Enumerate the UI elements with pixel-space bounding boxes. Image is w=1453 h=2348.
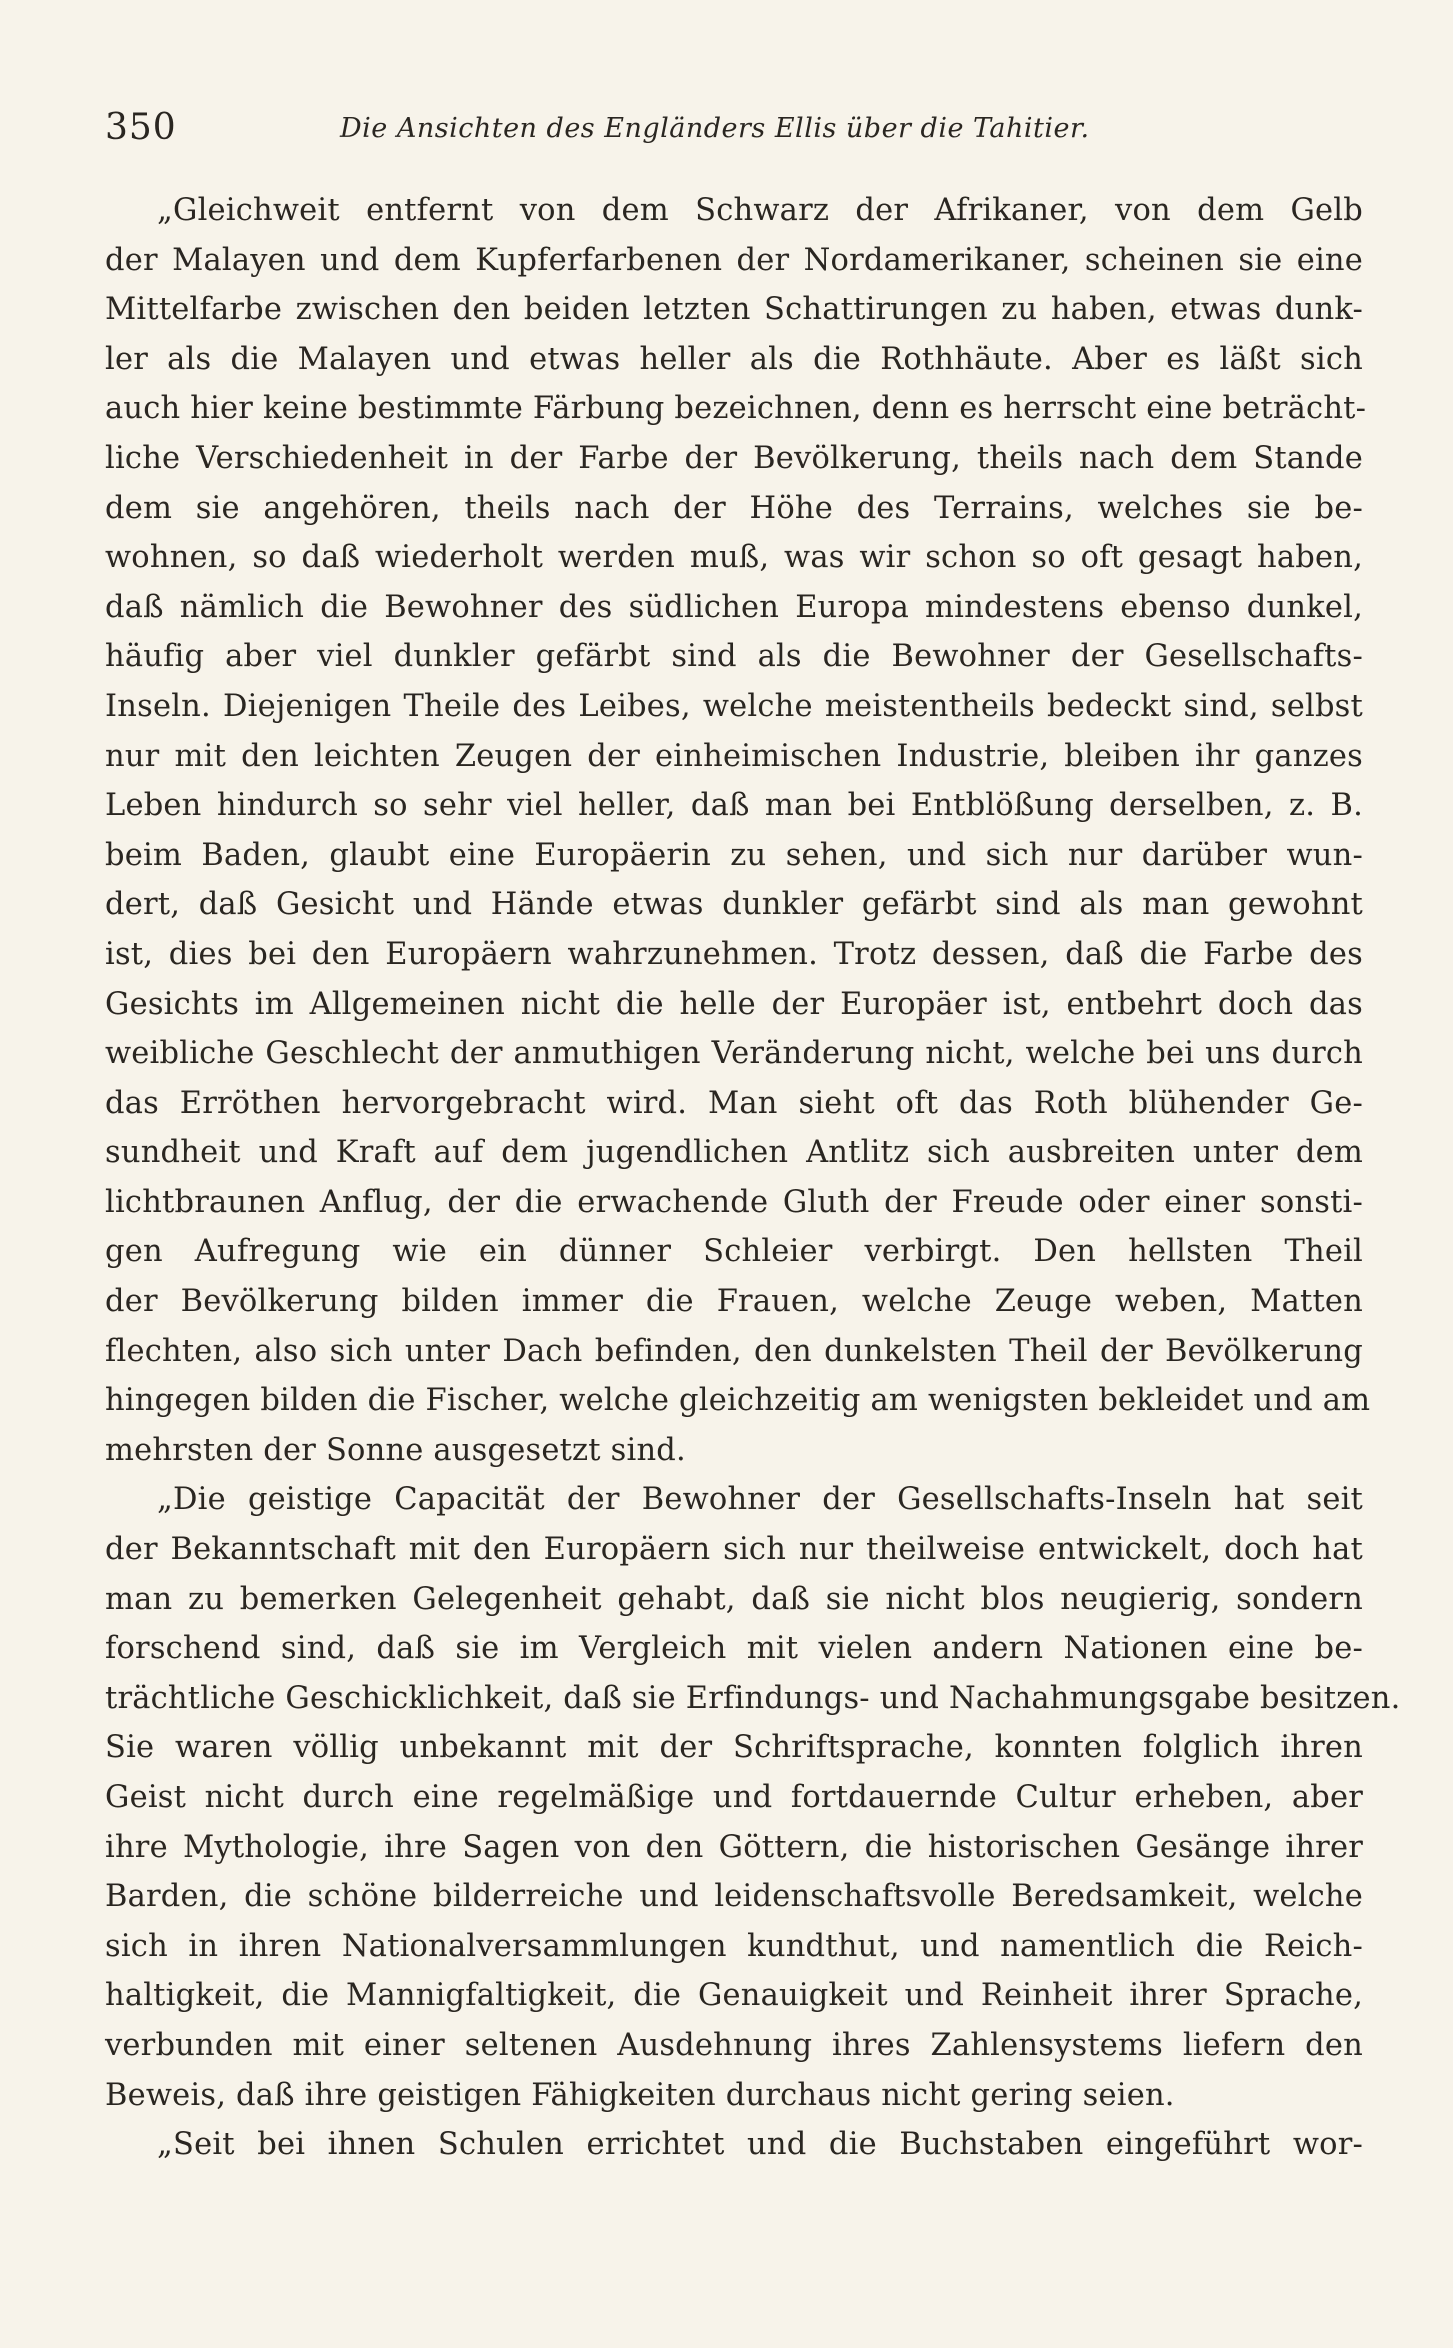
text-line: daß nämlich die Bewohner des südlichen Europa mindestens ebenso dunkel,	[105, 589, 1363, 625]
text-line: das Erröthen hervorgebracht wird. Man sieht oft das Roth blühender Ge-	[105, 1085, 1363, 1121]
text-line: ler als die Malayen und etwas heller als die Rothhäute. Aber es läßt sich	[105, 341, 1363, 377]
text-line: weibliche Geschlecht der anmuthigen Veränderung nicht, welche bei uns durch	[105, 1036, 1363, 1072]
text-line: Barden, die schöne bilderreiche und leidenschaftsvolle Beredsamkeit, welche	[105, 1879, 1363, 1915]
text-line: Geist nicht durch eine regelmäßige und fortdauernde Cultur erheben, aber	[105, 1780, 1363, 1815]
text-line: sich in ihren Nationalversammlungen kundthut, und namentlich die Reich-	[105, 1928, 1363, 1964]
text-line: wohnen, so daß wiederholt werden muß, was wir schon so oft gesagt haben,	[105, 540, 1363, 576]
text-line: beim Baden, glaubt eine Europäerin zu sehen, und sich nur darüber wun-	[105, 837, 1363, 873]
text-line: der Bevölkerung bilden immer die Frauen, welche Zeuge weben, Matten	[105, 1284, 1363, 1320]
text-line: trächtliche Geschicklichkeit, daß sie Erfindungs- und Nachahmungsgabe besitzen.	[105, 1680, 1401, 1716]
text-line: hingegen bilden die Fischer, welche gleichzeitig am wenigsten bekleidet und am	[105, 1383, 1371, 1419]
text-line: „Gleichweit entfernt von dem Schwarz der Afrikaner, von dem Gelb	[157, 193, 1363, 228]
text-line: dert, daß Gesicht und Hände etwas dunkler gefärbt sind als man gewohnt	[105, 887, 1363, 923]
text-line: haltigkeit, die Mannigfaltigkeit, die Genauigkeit und Reinheit ihrer Sprache,	[105, 1978, 1363, 2014]
text-line: Leben hindurch so sehr viel heller, daß man bei Entblößung derselben, z. B.	[105, 788, 1363, 824]
text-line: dem sie angehören, theils nach der Höhe des Terrains, welches sie be-	[105, 490, 1363, 526]
text-line: „Seit bei ihnen Schulen errichtet und die Buchstaben eingeführt wor-	[157, 2127, 1363, 2163]
text-line: mehrsten der Sonne ausgesetzt sind.	[105, 1432, 686, 1468]
text-line: der Bekanntschaft mit den Europäern sich nur theilweise entwickelt, doch hat	[105, 1532, 1363, 1568]
text-line: Sie waren völlig unbekannt mit der Schriftsprache, konnten folglich ihren	[105, 1730, 1363, 1766]
text-line: Gesichts im Allgemeinen nicht die helle der Europäer ist, entbehrt doch das	[105, 986, 1363, 1022]
page-number: 350	[105, 107, 177, 148]
text-line: flechten, also sich unter Dach befinden, den dunkelsten Theil der Bevölkerung	[105, 1333, 1363, 1369]
text-line: ist, dies bei den Europäern wahrzunehmen. Trotz dessen, daß die Farbe des	[105, 936, 1363, 972]
text-line: Beweis, daß ihre geistigen Fähigkeiten durchaus nicht gering seien.	[105, 2077, 1175, 2113]
text-line: sundheit und Kraft auf dem jugendlichen Antlitz sich ausbreiten unter dem	[105, 1135, 1363, 1171]
text-line: auch hier keine bestimmte Färbung bezeichnen, denn es herrscht eine beträcht-	[105, 391, 1367, 427]
text-line: liche Verschiedenheit in der Farbe der Bevölkerung, theils nach dem Stande	[105, 440, 1363, 476]
body-text	[105, 186, 1401, 2170]
text-line: ihre Mythologie, ihre Sagen von den Göttern, die historischen Gesänge ihrer	[105, 1829, 1363, 1865]
text-line: lichtbraunen Anflug, der die erwachende Gluth der Freude oder einer sonsti-	[105, 1184, 1363, 1220]
text-line: nur mit den leichten Zeugen der einheimischen Industrie, bleiben ihr ganzes	[105, 738, 1363, 774]
text-line: gen Aufregung wie ein dünner Schleier verbirgt. Den hellsten Theil	[105, 1234, 1363, 1270]
text-line: „Die geistige Capacität der Bewohner der Gesellschafts-Inseln hat seit	[157, 1482, 1363, 1518]
running-title: Die Ansichten des Engländers Ellis über die Tahitier.	[340, 113, 1090, 144]
text-line: Inseln. Diejenigen Theile des Leibes, welche meistentheils bedeckt sind, selbst	[105, 688, 1363, 724]
text-line: Mittelfarbe zwischen den beiden letzten Schattirungen zu haben, etwas dunk-	[105, 292, 1363, 328]
text-line: man zu bemerken Gelegenheit gehabt, daß sie nicht blos neugierig, sondern	[105, 1581, 1363, 1617]
page-header	[105, 103, 1365, 153]
text-line: forschend sind, daß sie im Vergleich mit vielen andern Nationen eine be-	[105, 1631, 1363, 1667]
text-line: verbunden mit einer seltenen Ausdehnung ihres Zahlensystems liefern den	[105, 2027, 1363, 2063]
text-line: häufig aber viel dunkler gefärbt sind als die Bewohner der Gesellschafts-	[105, 639, 1363, 675]
text-line: der Malayen und dem Kupferfarbenen der Nordamerikaner, scheinen sie eine	[105, 242, 1363, 278]
